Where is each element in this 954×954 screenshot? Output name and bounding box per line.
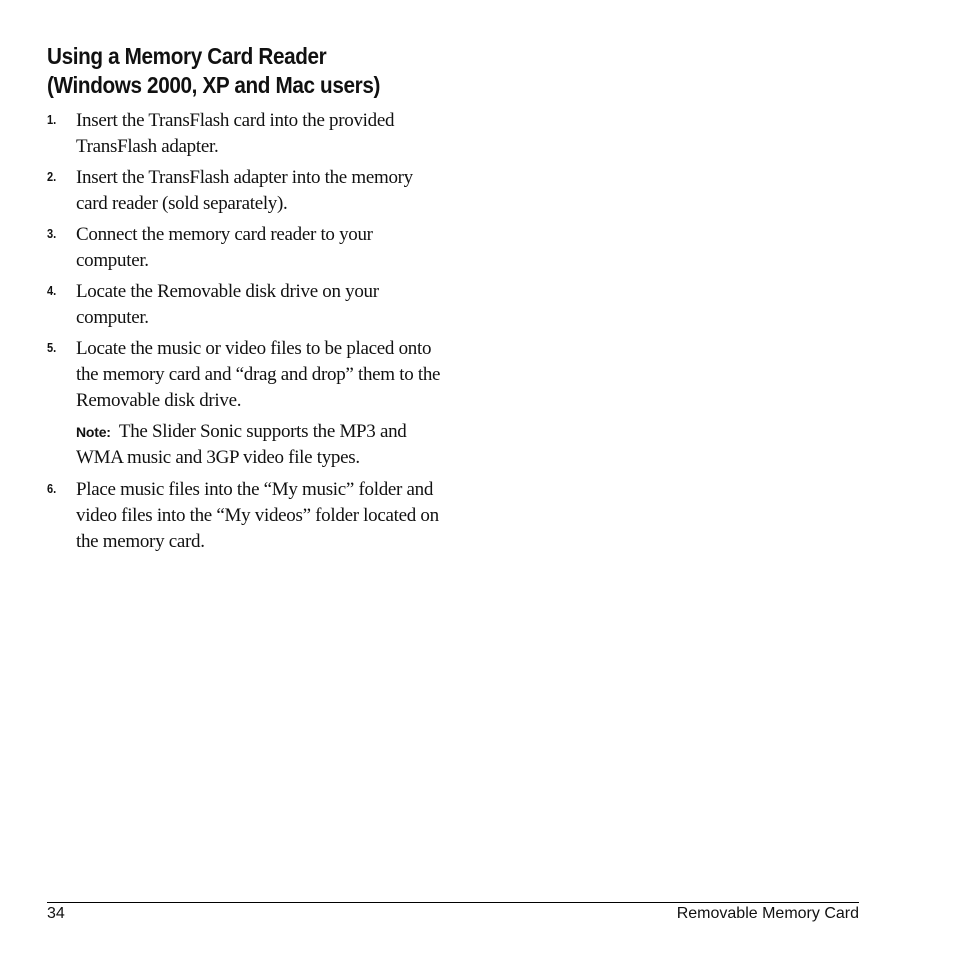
step-number: 4. <box>47 283 57 298</box>
step-number: 2. <box>47 169 57 184</box>
page-content <box>47 42 447 560</box>
step-text: Place music files into the “My music” folder and video files into the “My videos” folder located on the memory card. <box>76 479 439 552</box>
step-number: 3. <box>47 226 57 241</box>
step-1 <box>47 108 447 160</box>
step-3 <box>47 222 447 274</box>
step-text: Insert the TransFlash card into the provided TransFlash adapter. <box>76 110 395 157</box>
step-text: Locate the music or video files to be placed onto the memory card and “drag and drop” them to the Removable disk drive. <box>76 338 441 411</box>
step-2 <box>47 165 447 217</box>
section-heading-line-1: Using a Memory Card Reader <box>47 43 327 69</box>
step-number: 5. <box>47 340 57 355</box>
step-6 <box>47 477 447 555</box>
note-label: Note: <box>76 424 111 440</box>
note-text: The Slider Sonic supports the MP3 and WMA music and 3GP video file types. <box>76 421 407 468</box>
footer-chapter-title: Removable Memory Card <box>676 905 859 922</box>
section-heading <box>47 42 443 100</box>
footer-divider <box>47 902 859 903</box>
step-4 <box>47 279 447 331</box>
step-text: Locate the Removable disk drive on your computer. <box>76 281 379 328</box>
instruction-steps <box>47 108 447 414</box>
note <box>47 419 446 471</box>
instruction-steps-continued <box>47 477 447 555</box>
step-number: 6. <box>47 481 57 496</box>
step-number: 1. <box>47 112 57 127</box>
step-text: Connect the memory card reader to your computer. <box>76 224 373 271</box>
step-text: Insert the TransFlash adapter into the memory card reader (sold separately). <box>76 167 413 214</box>
page-number: 34 <box>47 905 65 922</box>
section-heading-line-2: (Windows 2000, XP and Mac users) <box>47 72 381 98</box>
step-5 <box>47 336 447 414</box>
